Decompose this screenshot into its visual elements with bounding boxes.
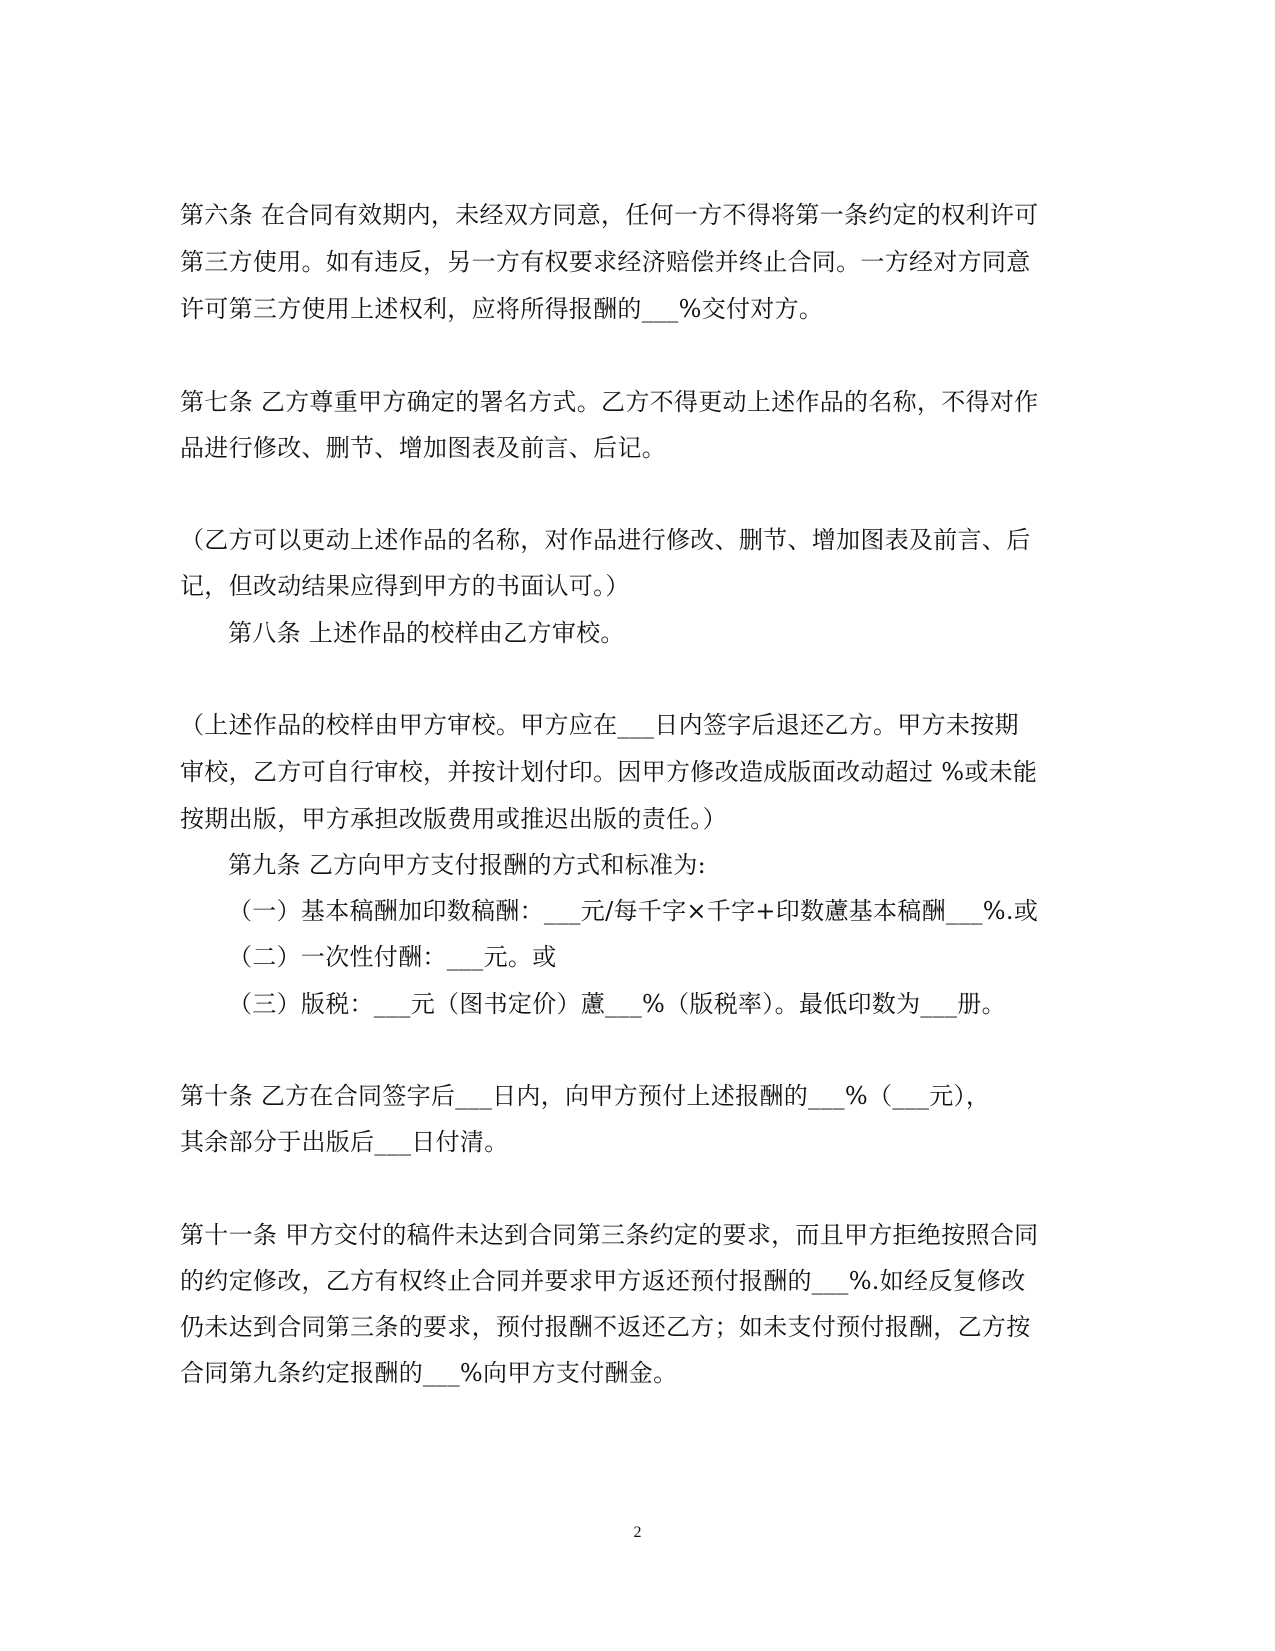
article-11-line-2: 的约定修改，乙方有权终止合同并要求甲方返还预付报酬的___%.如经反复修改 xyxy=(180,1267,1026,1295)
article-10-line-2: 其余部分于出版后___日付清。 xyxy=(180,1128,509,1156)
article-9-item-3: （三）版税：___元（图书定价）藘___%（版税率）。最低印数为___册。 xyxy=(228,990,1006,1018)
article-9-line-1: 第九条 乙方向甲方支付报酬的方式和标准为: xyxy=(228,851,707,879)
alternative-8-line-3: 按期出版，甲方承担改版费用或推迟出版的责任。） xyxy=(180,805,727,833)
article-6-line-1: 第六条 在合同有效期内，未经双方同意，任何一方不得将第一条约定的权利许可 xyxy=(180,201,1039,229)
article-7-line-2: 品进行修改、删节、增加图表及前言、后记。 xyxy=(180,434,666,462)
alternative-8-line-2: 审校，乙方可自行审校，并按计划付印。因甲方修改造成版面改动超过 %或未能 xyxy=(180,758,1038,786)
article-7-line-1: 第七条 乙方尊重甲方确定的署名方式。乙方不得更动上述作品的名称，不得对作 xyxy=(180,388,1039,416)
article-11-line-4: 合同第九条约定报酬的___%向甲方支付酬金。 xyxy=(180,1359,678,1387)
article-11-line-3: 仍未达到合同第三条的要求，预付报酬不返还乙方；如未支付预付报酬，乙方按 xyxy=(180,1313,1031,1341)
alternative-8-line-1: （上述作品的校样由甲方审校。甲方应在___日内签字后退还乙方。甲方未按期 xyxy=(180,711,1019,739)
alternative-7-line-2: 记，但改动结果应得到甲方的书面认可。） xyxy=(180,572,630,600)
alternative-7-line-1: （乙方可以更动上述作品的名称，对作品进行修改、删节、增加图表及前言、后 xyxy=(180,526,1031,554)
article-10-line-1: 第十条 乙方在合同签字后___日内，向甲方预付上述报酬的___%（___元）， xyxy=(180,1082,991,1110)
article-9-item-2: （二）一次性付酬：___元。或 xyxy=(228,943,557,971)
article-6-line-3: 许可第三方使用上述权利，应将所得报酬的___%交付对方。 xyxy=(180,295,824,323)
article-9-item-1: （一）基本稿酬加印数稿酬：___元/每千字×千字+印数藘基本稿酬___%.或 xyxy=(228,897,1039,925)
page-number: 2 xyxy=(633,1524,642,1541)
article-6-line-2: 第三方使用。如有违反，另一方有权要求经济赔偿并终止合同。一方经对方同意 xyxy=(180,248,1031,276)
article-8-line-1: 第八条 上述作品的校样由乙方审校。 xyxy=(228,619,625,647)
article-11-line-1: 第十一条 甲方交付的稿件未达到合同第三条约定的要求，而且甲方拒绝按照合同 xyxy=(180,1221,1039,1249)
